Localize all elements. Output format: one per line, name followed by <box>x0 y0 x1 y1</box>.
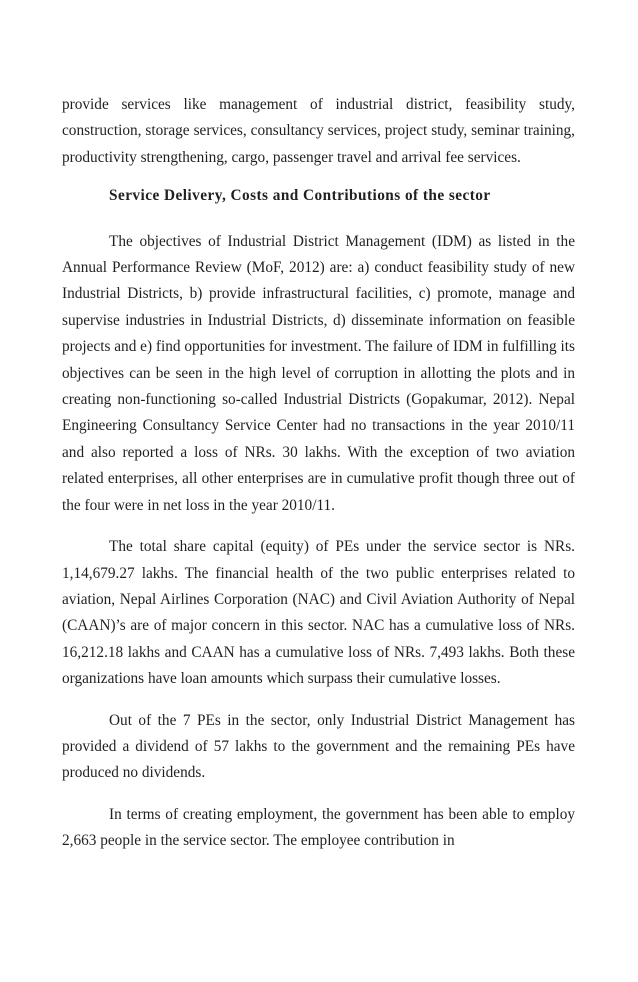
paragraph-employment: In terms of creating employment, the government has been able to employ 2,663 people in the service sector. The employee contribution in <box>62 805 575 850</box>
intro-paragraph: provide services like management of industrial district, feasibility study, construction, storage services, consultancy services, project study, seminar training, productivity strengthening, cargo, passenger travel and arrival fee services. <box>62 96 575 166</box>
paragraph-idm-objectives: The objectives of Industrial District Management (IDM) as listed in the Annual Performance Review (MoF, 2012) are: a) conduct feasibility study of new Industrial Districts, b) provide infrastructural facilities, c) promote, manage and supervise industries in Industrial Districts, d) disseminate information on feasible projects and e) find opportunities for investment. The failure of IDM in fulfilling its objectives can be seen in the high level of corruption in allotting the plots and in creating non-functioning so-called Industrial Districts (Gopakumar, 2012). Nepal Engineering Consultancy Service Center had no transactions in the year 2010/11 and also reported a loss of NRs. 30 lakhs. With the exception of two aviation related enterprises, all other enterprises are in cumulative profit though three out of the four were in net loss in the year 2010/11. <box>62 232 575 514</box>
section-heading: Service Delivery, Costs and Contributions of the sector <box>109 187 491 205</box>
page-body <box>62 92 575 855</box>
paragraph-dividends: Out of the 7 PEs in the sector, only Industrial District Management has provided a dividend of 57 lakhs to the government and the remaining PEs have produced no dividends. <box>62 711 575 782</box>
paragraph-share-capital: The total share capital (equity) of PEs under the service sector is NRs. 1,14,679.27 lakhs. The financial health of the two public enterprises related to aviation, Nepal Airlines Corporation (NAC) and Civil Aviation Authority of Nepal (CAAN)’s are of major concern in this sector. NAC has a cumulative loss of NRs. 16,212.18 lakhs and CAAN has a cumulative loss of NRs. 7,493 lakhs. Both these organizations have loan amounts which surpass their cumulative losses. <box>62 538 575 688</box>
